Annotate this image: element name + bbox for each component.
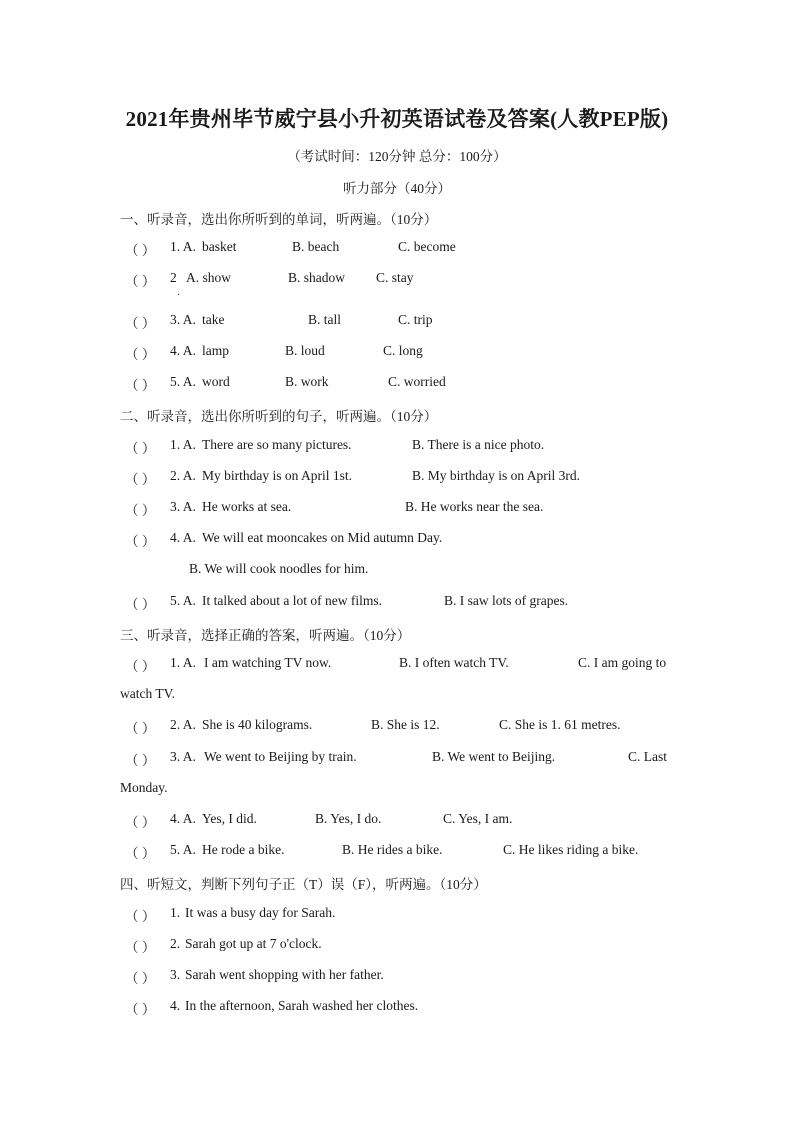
option-a: My birthday is on April 1st. [202,468,353,483]
answer-paren: （ ） [125,846,156,861]
answer-paren: （ ） [125,753,156,768]
answer-paren: （ ） [125,534,156,549]
statement-text: In the afternoon, Sarah washed her clothes. [185,998,419,1013]
option-b: B. He rides a bike. [342,842,443,857]
question-number: 2 [170,270,177,285]
exam-info: （考试时间：120分钟 总分：100分） [287,149,507,164]
section-heading: 三、听录音，选择正确的答案，听两遍。（10分） [120,628,411,643]
option-c: C. become [398,239,456,254]
question-number: 3. A. [170,499,196,514]
statement-text: Sarah went shopping with her father. [185,967,384,982]
option-c-continued: watch TV. [120,686,175,701]
answer-paren: （ ） [125,971,156,986]
option-a: He works at sea. [202,499,292,514]
answer-paren: （ ） [125,274,156,289]
option-b: B. loud [285,343,325,358]
option-b: B. beach [292,239,340,254]
option-a: basket [202,239,237,254]
option-b: B. I often watch TV. [399,655,509,670]
option-c: C. She is 1. 61 metres. [499,717,621,732]
option-a: He rode a bike. [202,842,285,857]
answer-paren: （ ） [125,659,156,674]
question-number: 3. A. [170,312,196,327]
option-a: A. show [186,270,232,285]
option-c: C. trip [398,312,433,327]
option-c: C. Yes, I am. [443,811,513,826]
option-b: B. work [285,374,329,389]
option-b: B. My birthday is on April 3rd. [412,468,580,483]
question-number: 5. A. [170,593,196,608]
option-a: I am watching TV now. [204,655,332,670]
decorative-dot: · [177,290,181,301]
option-b: B. tall [308,312,341,327]
option-a: There are so many pictures. [202,437,352,452]
question-number: 1. A. [170,655,196,670]
option-a: It talked about a lot of new films. [202,593,382,608]
option-c: C. He likes riding a bike. [503,842,639,857]
option-b: B. I saw lots of grapes. [444,593,569,608]
option-a: We went to Beijing by train. [204,749,357,764]
answer-paren: （ ） [125,441,156,456]
answer-paren: （ ） [125,347,156,362]
question-number: 1. A. [170,437,196,452]
option-b: B. She is 12. [371,717,440,732]
part-label: 听力部分（40分） [343,181,451,196]
answer-paren: （ ） [125,815,156,830]
option-a: She is 40 kilograms. [202,717,313,732]
question-number: 1. [170,905,181,920]
answer-paren: （ ） [125,243,156,258]
option-a: Yes, I did. [202,811,257,826]
section-heading: 一、听录音，选出你所听到的单词，听两遍。（10分） [120,212,438,227]
section-heading: 四、听短文，判断下列句子正（T）误（F），听两遍。（10分） [120,877,487,892]
question-number: 2. A. [170,468,196,483]
answer-paren: （ ） [125,1002,156,1017]
section-heading: 二、听录音，选出你所听到的句子，听两遍。（10分） [120,409,438,424]
option-a: word [202,374,230,389]
question-number: 5. A. [170,374,196,389]
option-c: C. long [383,343,423,358]
statement-text: It was a busy day for Sarah. [185,905,336,920]
answer-paren: （ ） [125,316,156,331]
question-number: 1. A. [170,239,196,254]
option-a: lamp [202,343,229,358]
option-b: B. We went to Beijing. [432,749,556,764]
option-a: take [202,312,225,327]
option-b: B. There is a nice photo. [412,437,545,452]
answer-paren: （ ） [125,378,156,393]
option-a: We will eat mooncakes on Mid autumn Day. [202,530,443,545]
question-number: 4. A. [170,343,196,358]
option-b: B. He works near the sea. [405,499,544,514]
question-number: 4. [170,998,181,1013]
answer-paren: （ ） [125,909,156,924]
statement-text: Sarah got up at 7 o'clock. [185,936,322,951]
answer-paren: （ ） [125,472,156,487]
question-number: 5. A. [170,842,196,857]
answer-paren: （ ） [125,597,156,612]
question-number: 3. [170,967,181,982]
answer-paren: （ ） [125,940,156,955]
option-b: B. shadow [288,270,345,285]
option-c-continued: Monday. [120,780,168,795]
option-c: C. Last [628,749,667,764]
question-number: 4. A. [170,530,196,545]
question-number: 2. [170,936,181,951]
option-b: B. We will cook noodles for him. [189,561,369,576]
option-b: B. Yes, I do. [315,811,382,826]
option-c: C. worried [388,374,446,389]
option-c: C. I am going to [578,655,667,670]
answer-paren: （ ） [125,721,156,736]
question-number: 3. A. [170,749,196,764]
question-number: 2. A. [170,717,196,732]
question-number: 4. A. [170,811,196,826]
answer-paren: （ ） [125,503,156,518]
page-title: 2021年贵州毕节威宁县小升初英语试卷及答案(人教PEP版) [125,107,669,131]
option-c: C. stay [376,270,414,285]
